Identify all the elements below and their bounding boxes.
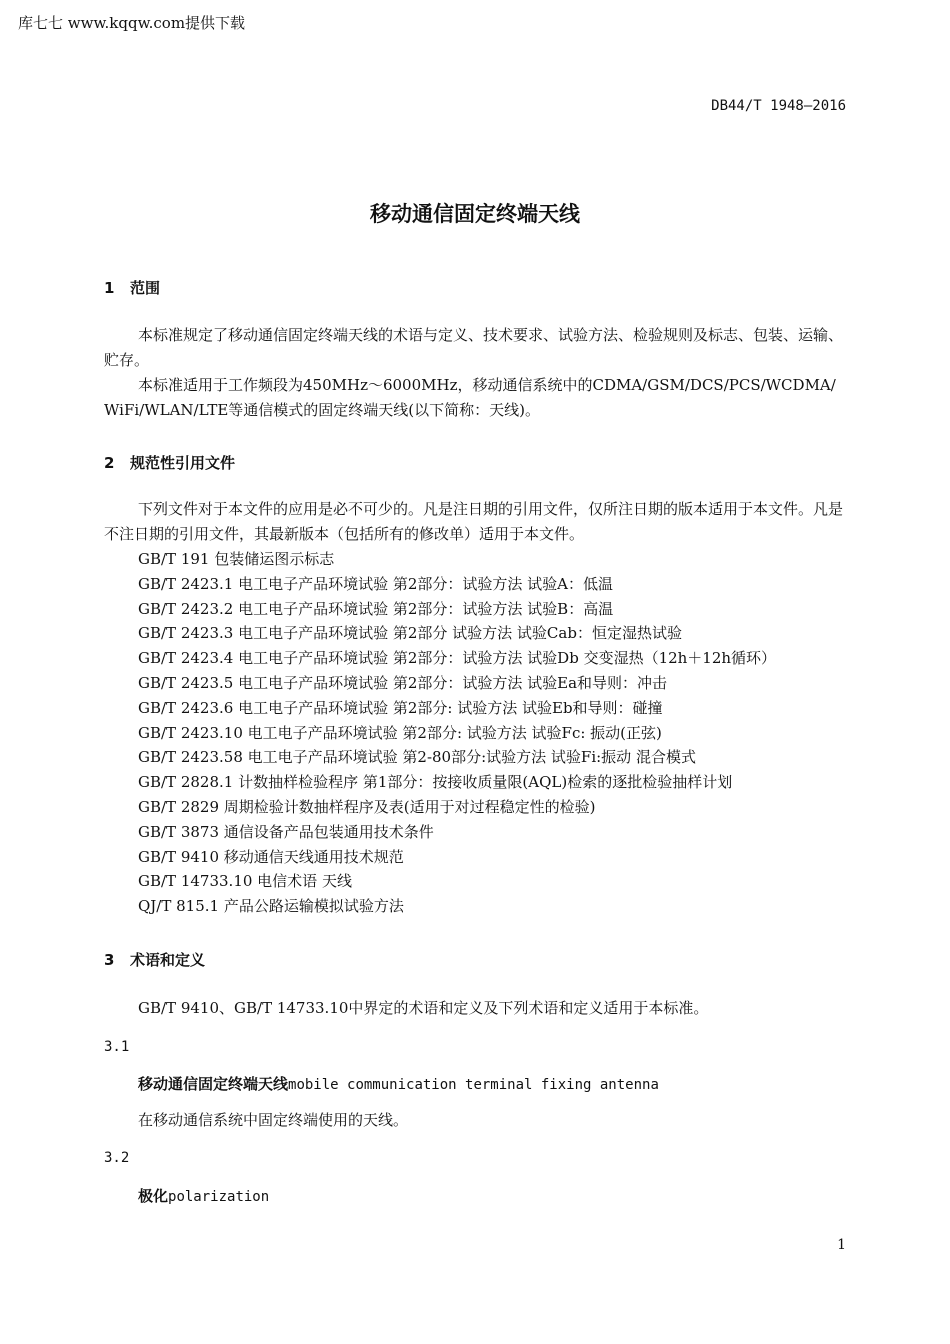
reference-item: GB/T 2423.3 电工电子产品环境试验 第2部分 试验方法 试验Cab：恒定湿热试验 [138,624,682,643]
term-english: polarization [168,1189,270,1205]
section-2-heading [104,452,235,473]
section-2-intro: 下列文件对于本文件的应用是必不可少的。凡是注日期的引用文件，仅所注日期的版本适用于本文件。凡是不注日期的引用文件，其最新版本（包括所有的修改单）适用于本文件。 [104,500,844,543]
section-3-heading [104,949,205,970]
standard-number: DB44/T 1948—2016 [711,98,846,114]
section-number: 2 [104,454,115,472]
document-title: 移动通信固定终端天线 [370,202,580,226]
section-title: 术语和定义 [130,951,206,969]
section-1-paragraph-2: 本标准适用于工作频段为450MHz～6000MHz，移动通信系统中的CDMA/GSM/DCS/PCS/WCDMA/WiFi/WLAN/LTE等通信模式的固定终端天线(以下简称：天线)。 [104,376,836,419]
reference-item: GB/T 2829 周期检验计数抽样程序及表(适用于对过程稳定性的检验) [138,797,596,816]
section-title: 范围 [130,279,161,297]
section-number: 3 [104,951,115,969]
reference-item: GB/T 191 包装储运图示标志 [138,550,335,568]
term-chinese: 极化 [138,1187,169,1205]
term-3-1-number: 3.1 [104,1039,130,1055]
term-3-1 [138,1073,659,1094]
section-3-intro: GB/T 9410、GB/T 14733.10中界定的术语和定义及下列术语和定义适用于本标准。 [138,999,709,1017]
reference-item: GB/T 2423.4 电工电子产品环境试验 第2部分：试验方法 试验Db 交变湿热（12h＋12h循环） [138,649,777,668]
reference-item: GB/T 9410 移动通信天线通用技术规范 [138,847,404,866]
section-1-heading [104,277,160,298]
reference-item: GB/T 2423.2 电工电子产品环境试验 第2部分：试验方法 试验B：高温 [138,599,614,618]
term-3-2-number: 3.2 [104,1150,130,1166]
term-chinese: 移动通信固定终端天线 [138,1075,289,1093]
reference-item: QJ/T 815.1 产品公路运输模拟试验方法 [138,897,404,916]
reference-item: GB/T 2423.10 电工电子产品环境试验 第2部分: 试验方法 试验Fc: 振动(正弦) [138,723,662,742]
reference-item: GB/T 14733.10 电信术语 天线 [138,872,352,891]
page-number: 1 [837,1237,846,1253]
reference-item: GB/T 2423.6 电工电子产品环境试验 第2部分: 试验方法 试验Eb和导则：碰撞 [138,698,663,717]
reference-list [138,547,776,919]
reference-item: GB/T 2423.58 电工电子产品环境试验 第2-80部分:试验方法 试验Fi:振动 混合模式 [138,748,696,767]
term-english: mobile communication terminal fixing antenna [288,1077,659,1093]
section-number: 1 [104,279,115,297]
term-3-1-definition: 在移动通信系统中固定终端使用的天线。 [138,1111,409,1129]
section-title: 规范性引用文件 [130,454,236,472]
reference-item: GB/T 2423.5 电工电子产品环境试验 第2部分：试验方法 试验Ea和导则：冲击 [138,673,668,692]
section-1-paragraph-1: 本标准规定了移动通信固定终端天线的术语与定义、技术要求、试验方法、检验规则及标志、包装、运输、贮存。 [104,326,844,369]
watermark-text: 库七七 www.kqqw.com提供下载 [18,14,246,32]
reference-item: GB/T 2828.1 计数抽样检验程序 第1部分：按接收质量限(AQL)检索的逐批检验抽样计划 [138,773,733,792]
reference-item: GB/T 2423.1 电工电子产品环境试验 第2部分：试验方法 试验A：低温 [138,574,613,593]
term-3-2 [138,1185,269,1206]
reference-item: GB/T 3873 通信设备产品包装通用技术条件 [138,822,434,841]
